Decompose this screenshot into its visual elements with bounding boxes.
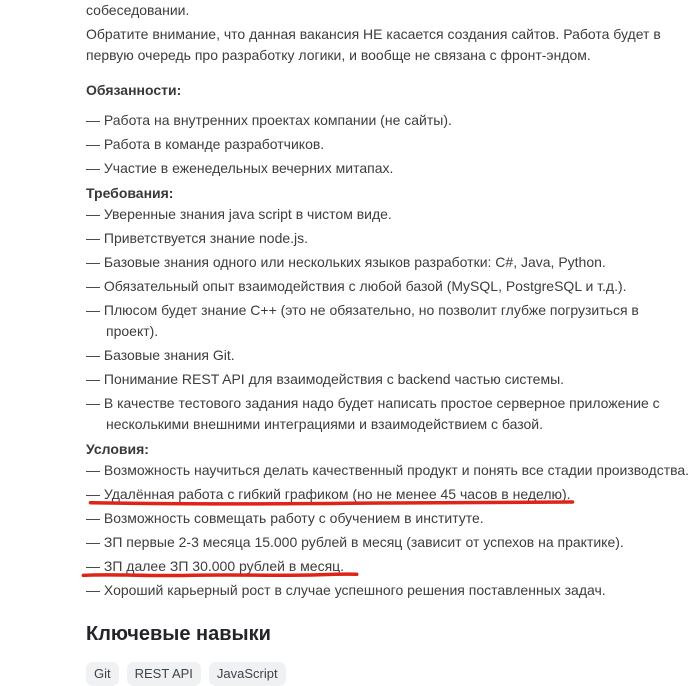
list-item	[86, 484, 690, 505]
paragraph-fragment: собеседовании.	[86, 2, 190, 18]
red-underline-annotation	[88, 498, 575, 507]
red-underline-annotation	[82, 570, 358, 579]
list-item: — Базовые знания одного или нескольких языков разработки: C#, Java, Python.	[86, 254, 606, 270]
list-item: — Возможность совмещать работу с обучением в институте.	[86, 510, 484, 526]
intro-paragraph: Обратите внимание, что данная вакансия НЕ касается создания сайтов. Работа будет в первую очередь про разработку логики, и вообще не связана с фронт-эндом.	[86, 26, 661, 63]
key-skills-tags	[86, 662, 690, 686]
list-item: — Участие в еженедельных вечерних митапах.	[86, 160, 394, 176]
list-item: — Работа на внутренних проектах компании (не сайты).	[86, 112, 452, 128]
underlined-text: — Удалённая работа с гибкий графиком (но не менее 45 часов в неделю).	[86, 486, 571, 502]
section-heading: Требования:	[86, 185, 174, 201]
section-heading: Условия:	[86, 441, 149, 457]
list-item: — Возможность научиться делать качественный продукт и понять все стадии производства.	[86, 462, 690, 478]
list-item: — Плюсом будет знание C++ (это не обязательно, но позволит глубже погрузиться в проект).	[86, 302, 639, 339]
list-item: — Работа в команде разработчиков.	[86, 136, 325, 152]
vacancy-sections	[86, 80, 690, 601]
list-item: — ЗП первые 2-3 месяца 15.000 рублей в месяц (зависит от успехов на практике).	[86, 534, 624, 550]
skill-tag[interactable]: JavaScript	[209, 662, 286, 686]
list-item: — Понимание REST API для взаимодействия с backend частью системы.	[86, 371, 565, 387]
section-heading: Обязанности:	[86, 82, 182, 98]
underlined-text: — ЗП далее ЗП 30.000 рублей в месяц.	[86, 558, 344, 574]
key-skills-heading: Ключевые навыки	[86, 623, 271, 645]
list-item: — Уверенные знания java script в чистом виде.	[86, 206, 392, 222]
list-item	[86, 556, 690, 577]
list-item: — Обязательный опыт взаимодействия с любой базой (MySQL, PostgreSQL и т.д.).	[86, 278, 627, 294]
skill-tag[interactable]: Git	[86, 662, 119, 686]
skill-tag[interactable]: REST API	[127, 662, 201, 686]
list-item: — Хороший карьерный рост в случае успешного решения поставленных задач.	[86, 582, 606, 598]
list-item: — В качестве тестового задания надо будет написать простое серверное приложение с несколькими внешними интеграциями и взаимодействием с базой.	[86, 395, 660, 432]
list-item: — Приветствуется знание node.js.	[86, 230, 309, 246]
list-item: — Базовые знания Git.	[86, 347, 235, 363]
